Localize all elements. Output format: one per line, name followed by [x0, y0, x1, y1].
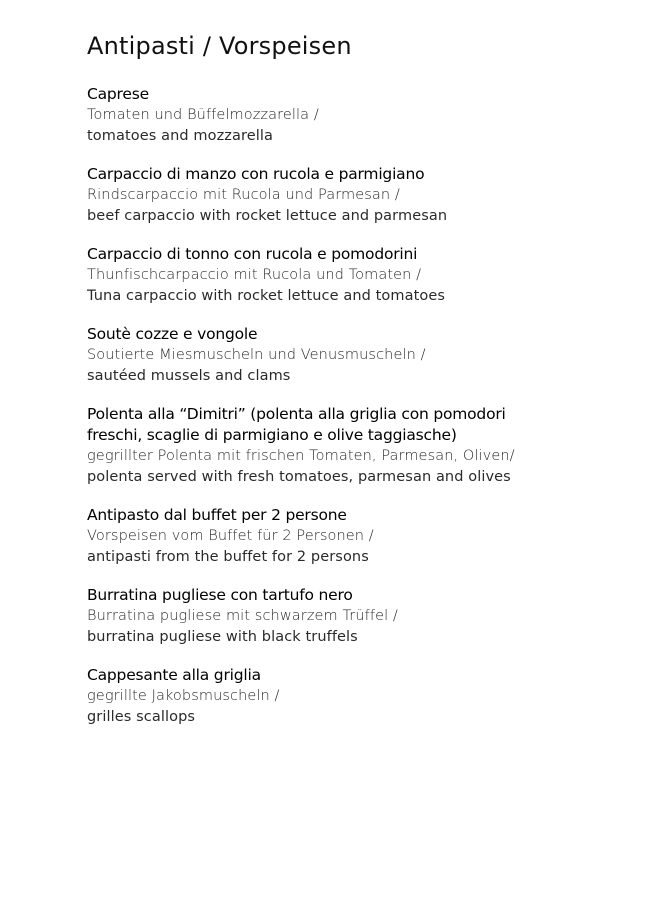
item-description-de: gegrillter Polenta mit frischen Tomaten, Parmesan, Oliven/: [87, 448, 515, 464]
menu-item-soute-cozze: [87, 324, 627, 387]
item-description-de: Rindscarpaccio mit Rucola und Parmesan /: [87, 187, 400, 203]
item-description-de: Tomaten und Büffelmozzarella /: [87, 107, 319, 123]
menu-item-caprese: [87, 84, 627, 147]
item-description-en: burratina pugliese with black truffels: [87, 629, 358, 645]
item-description-de: Thunfischcarpaccio mit Rucola und Tomaten /: [87, 267, 422, 283]
item-name: Antipasto dal buffet per 2 persone: [87, 506, 347, 524]
item-description-en: grilles scallops: [87, 709, 196, 725]
menu-item-antipasto-buffet: [87, 505, 627, 568]
item-description-en: tomatoes and mozzarella: [87, 128, 274, 144]
item-name: Cappesante alla griglia: [87, 666, 261, 684]
item-description-de: gegrillte Jakobsmuscheln /: [87, 688, 280, 704]
item-name: Polenta alla “Dimitri” (polenta alla griglia con pomodori: [87, 405, 506, 423]
page-title: Antipasti / Vorspeisen: [87, 32, 352, 60]
item-description-de: Burratina pugliese mit schwarzem Trüffel /: [87, 608, 398, 624]
menu-item-burratina: [87, 585, 627, 648]
item-name: Carpaccio di manzo con rucola e parmigiano: [87, 165, 425, 183]
item-description-en: polenta served with fresh tomatoes, parmesan and olives: [87, 469, 511, 485]
item-description-en: antipasti from the buffet for 2 persons: [87, 549, 369, 565]
item-description-en: Tuna carpaccio with rocket lettuce and tomatoes: [87, 288, 446, 304]
item-name: Burratina pugliese con tartufo nero: [87, 586, 353, 604]
item-description-de: Soutierte Miesmuscheln und Venusmuscheln /: [87, 347, 426, 363]
menu-page: [87, 30, 627, 745]
item-description-de: Vorspeisen vom Buffet für 2 Personen /: [87, 528, 374, 544]
item-description-en: sautéed mussels and clams: [87, 368, 291, 384]
menu-item-carpaccio-tonno: [87, 244, 627, 307]
item-name: Soutè cozze e vongole: [87, 325, 258, 343]
item-name: Carpaccio di tonno con rucola e pomodorini: [87, 245, 418, 263]
menu-item-carpaccio-manzo: [87, 164, 627, 227]
item-name-line-2: freschi, scaglie di parmigiano e olive taggiasche): [87, 426, 457, 444]
item-description-en: beef carpaccio with rocket lettuce and parmesan: [87, 208, 448, 224]
item-name: Caprese: [87, 85, 149, 103]
menu-item-cappesante: [87, 665, 627, 728]
menu-item-polenta-dimitri: [87, 404, 627, 488]
